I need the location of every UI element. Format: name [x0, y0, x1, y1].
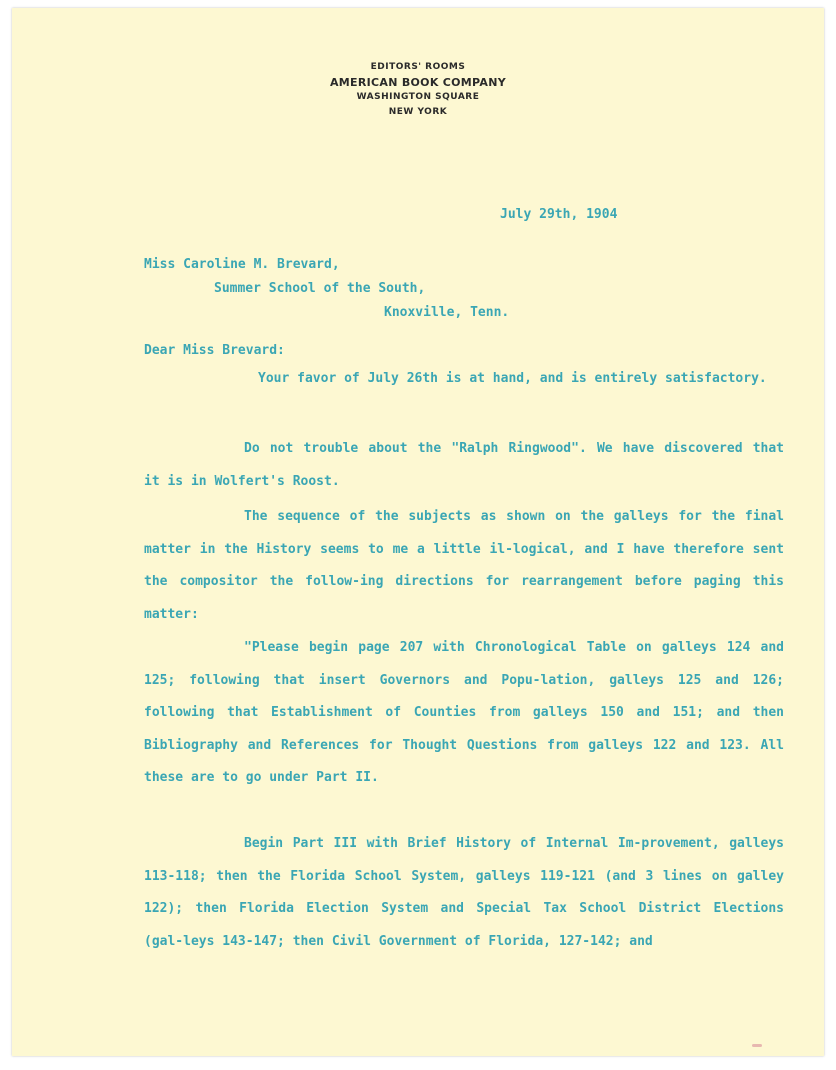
- archive-mark: [752, 1044, 762, 1047]
- salutation: Dear Miss Brevard:: [144, 343, 285, 358]
- paragraph-5: Begin Part III with Brief History of Internal Im-provement, galleys 113-118; then the Florida School System, galleys 119-121 (and 3 lines on galley 122); then Florida Election System and Special Tax School District Elections (gal-leys 143-147; then Civil Government of Florida, 127-142; and: [144, 836, 784, 949]
- letterhead-editors-rooms: EDITORS' ROOMS: [370, 62, 466, 72]
- paragraph-2: Do not trouble about the "Ralph Ringwood". We have discovered that it is in Wolfert's Roost.: [144, 441, 784, 489]
- letter-page: [12, 8, 824, 1056]
- letterhead-city: NEW YORK: [388, 107, 448, 117]
- letterhead-company-name: AMERICAN BOOK COMPANY: [329, 76, 506, 89]
- letterhead-street: WASHINGTON SQUARE: [356, 92, 480, 102]
- paragraph-3: The sequence of the subjects as shown on the galleys for the final matter in the History seems to me a little il-logical, and I have therefore sent the compositor the follow-ing directions for rearrangement before paging this matter:: [144, 509, 784, 622]
- letter-date: July 29th, 1904: [500, 207, 618, 222]
- recipient-name: Miss Caroline M. Brevard,: [144, 257, 340, 272]
- paragraph-1: Your favor of July 26th is at hand, and is entirely satisfactory.: [258, 371, 767, 386]
- recipient-city: Knoxville, Tenn.: [384, 305, 510, 320]
- recipient-organization: Summer School of the South,: [214, 281, 426, 296]
- paragraph-4: "Please begin page 207 with Chronological Table on galleys 124 and 125; following that insert Governors and Popu-lation, galleys 125 and 126; following that Establishment of Counties from galleys 150 and 151; and then Bibliography and References for Thought Questions from galleys 122 and 123. All these are to go under Part II.: [144, 640, 784, 785]
